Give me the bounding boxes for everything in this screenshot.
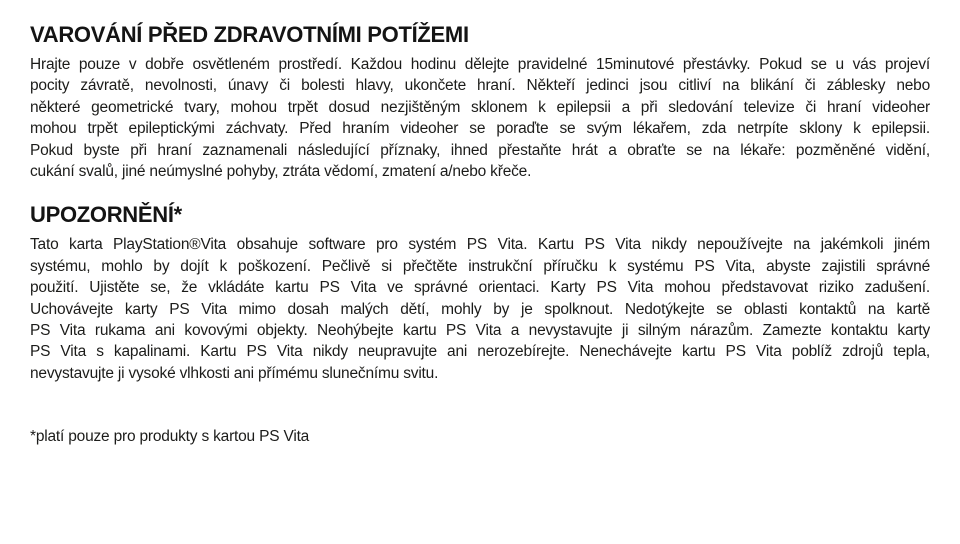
paragraph-line: některé geometrické tvary, mohou trpět dosud nezjištěným sklonem k epilepsii a při sledování televize či hraní videoher (30, 98, 930, 116)
footnote: *platí pouze pro produkty s kartou PS Vita (30, 428, 310, 446)
paragraph-line: Pokud byste při hraní zaznamenali následující příznaky, ihned přestaňte hrát a obraťte se na lékaře: pozměněné vidění, (30, 141, 930, 159)
notice-section (30, 202, 930, 384)
health-warning-heading: VAROVÁNÍ PŘED ZDRAVOTNÍMI POTÍŽEMI (30, 22, 469, 47)
paragraph-line: PS Vita s kapalinami. Kartu PS Vita nikdy neupravujte ani nerozebírejte. Nenechávejte kartu PS Vita poblíž zdrojů tepla, (30, 343, 930, 361)
paragraph-line: Tato karta PlayStation®Vita obsahuje software pro systém PS Vita. Kartu PS Vita nikdy nepoužívejte na jakémkoli jiném (30, 236, 930, 254)
notice-paragraph (30, 234, 930, 384)
paragraph-line: použití. Ujistěte se, že vkládáte kartu PS Vita ve správné orientaci. Karty PS Vita mohou představovat riziko zadušení. (30, 279, 930, 297)
health-warning-paragraph (30, 54, 930, 182)
paragraph-line: cukání svalů, jiné neúmyslné pohyby, ztráta vědomí, zmatení a/nebo křeče. (30, 162, 532, 180)
health-warning-section (30, 22, 930, 182)
paragraph-line: nevystavujte ji vysoké vlhkosti ani přímému slunečnímu svitu. (30, 364, 439, 382)
notice-heading: UPOZORNĚNÍ* (30, 202, 182, 228)
paragraph-line: mohou trpět epileptickými záchvaty. Před hraním videoher se poraďte se svým lékařem, zda netrpíte sklony k epilepsii. (30, 120, 930, 138)
paragraph-line: Hrajte pouze v dobře osvětleném prostředí. Každou hodinu dělejte pravidelné 15minutové přestávky. Pokud se u vás projeví (30, 56, 930, 73)
paragraph-line: pocity závratě, nevolnosti, únavy či bolesti hlavy, ukončete hraní. Někteří jedinci jsou citliví na blikání či záblesky nebo (30, 77, 930, 95)
paragraph-line: PS Vita rukama ani kovovými objekty. Neohýbejte kartu PS Vita a nevystavujte ji silným nárazům. Zamezte kontaktu karty (30, 321, 930, 339)
paragraph-line: systému, mohlo by dojít k poškození. Pečlivě si přečtěte instrukční příručku k systému PS Vita, abyste zajistili správné (30, 257, 930, 275)
paragraph-line: Uchovávejte karty PS Vita mimo dosah malých dětí, mohly by je spolknout. Nedotýkejte se oblasti kontaktů na kartě (30, 300, 930, 318)
